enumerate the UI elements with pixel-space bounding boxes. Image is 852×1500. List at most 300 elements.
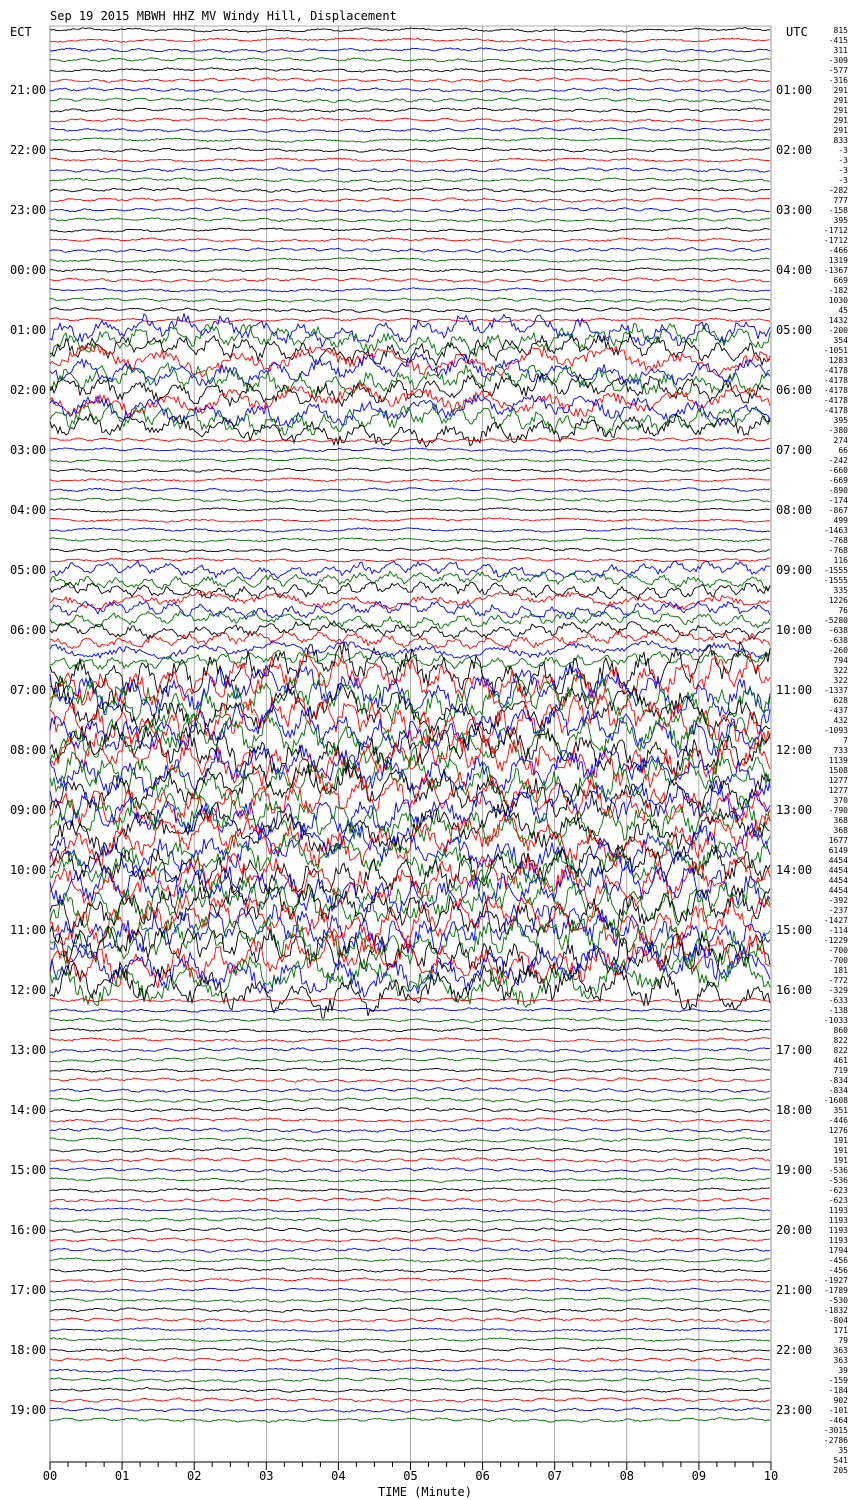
left-time-label: 10:00 <box>10 863 47 877</box>
trace-line <box>50 148 770 153</box>
trace-offset-label: -1051 <box>823 346 848 355</box>
x-axis-label: TIME (Minute) <box>378 1485 472 1499</box>
trace-line <box>50 1238 770 1243</box>
right-time-label: 17:00 <box>776 1043 813 1057</box>
trace-offset-label: 66 <box>838 446 848 455</box>
trace-line <box>50 1198 770 1202</box>
trace-line <box>50 752 770 803</box>
trace-offset-label: 1283 <box>828 356 848 365</box>
trace-offset-label: -101 <box>828 1406 848 1415</box>
trace-line <box>50 228 770 233</box>
trace-offset-label: -242 <box>828 456 848 465</box>
trace-line <box>50 548 770 552</box>
trace-offset-label: -200 <box>828 326 848 335</box>
trace-line <box>50 1358 770 1362</box>
left-time-label: 00:00 <box>10 263 47 277</box>
trace-offset-label: 1276 <box>828 1126 848 1135</box>
trace-offset-label: 1794 <box>828 1246 848 1255</box>
trace-line <box>50 1388 770 1393</box>
trace-offset-label: 1193 <box>828 1206 848 1215</box>
trace-offset-label: 733 <box>833 746 848 755</box>
trace-offset-label: 191 <box>833 1146 848 1155</box>
trace-offset-label: -804 <box>828 1316 848 1325</box>
trace-line <box>50 653 770 706</box>
trace-line <box>50 1308 770 1312</box>
trace-offset-label: 1139 <box>828 756 848 765</box>
trace-offset-label: -1229 <box>823 936 848 945</box>
trace-offset-label: -5280 <box>823 616 848 625</box>
trace-line <box>50 1028 770 1033</box>
right-time-label: 22:00 <box>776 1343 813 1357</box>
right-time-label: 08:00 <box>776 503 813 517</box>
trace-line <box>50 238 770 242</box>
trace-offset-label: -446 <box>828 1116 848 1125</box>
right-time-label: 09:00 <box>776 563 813 577</box>
trace-offset-label: 1277 <box>828 776 848 785</box>
trace-offset-label: 335 <box>833 586 848 595</box>
left-time-label: 22:00 <box>10 143 47 157</box>
trace-line <box>50 438 770 442</box>
right-time-label: 06:00 <box>776 383 813 397</box>
trace-offset-label: -623 <box>828 1196 848 1205</box>
trace-offset-label: -3 <box>838 146 848 155</box>
trace-offset-label: -536 <box>828 1176 848 1185</box>
trace-line <box>50 468 770 472</box>
trace-line <box>50 108 770 112</box>
trace-offset-label: 7 <box>843 736 848 745</box>
trace-line <box>50 1118 770 1122</box>
trace-offset-label: -329 <box>828 986 848 995</box>
right-time-label: 05:00 <box>776 323 813 337</box>
trace-line <box>50 498 770 503</box>
trace-line <box>50 571 770 589</box>
trace-line <box>50 1048 770 1053</box>
trace-line <box>50 1038 770 1043</box>
trace-offset-label: -834 <box>828 1086 848 1095</box>
x-tick-label: 07 <box>547 1469 562 1483</box>
trace-offset-label: 291 <box>833 96 848 105</box>
trace-offset-label: 35 <box>838 1446 848 1455</box>
trace-offset-label: 822 <box>833 1046 848 1055</box>
trace-offset-label: 39 <box>838 1366 848 1375</box>
trace-offset-label: -669 <box>828 476 848 485</box>
trace-offset-label: 322 <box>833 676 848 685</box>
trace-line <box>50 1088 770 1093</box>
trace-offset-label: -3 <box>838 166 848 175</box>
trace-line <box>50 318 770 323</box>
trace-line <box>50 1158 770 1163</box>
trace-offset-label: -1712 <box>823 226 848 235</box>
trace-offset-label: -790 <box>828 806 848 815</box>
right-time-label: 20:00 <box>776 1223 813 1237</box>
trace-line <box>50 1168 770 1173</box>
right-time-label: 15:00 <box>776 923 813 937</box>
trace-offset-label: -182 <box>828 286 848 295</box>
trace-line <box>50 508 770 512</box>
trace-offset-label: 363 <box>833 1356 848 1365</box>
trace-line <box>50 1288 770 1292</box>
trace-offset-label: 274 <box>833 436 848 445</box>
trace-offset-label: -1427 <box>823 916 848 925</box>
trace-offset-label: -577 <box>828 66 848 75</box>
trace-line <box>50 1408 770 1412</box>
trace-offset-label: 351 <box>833 1106 848 1115</box>
trace-offset-label: -4178 <box>823 386 848 395</box>
trace-line <box>50 1008 770 1012</box>
left-time-label: 01:00 <box>10 323 47 337</box>
trace-line <box>50 1258 770 1263</box>
trace-line <box>50 98 770 103</box>
left-time-label: 12:00 <box>10 983 47 997</box>
trace-offset-label: 291 <box>833 106 848 115</box>
trace-offset-label: 1277 <box>828 786 848 795</box>
left-time-label: 23:00 <box>10 203 47 217</box>
trace-offset-label: -1927 <box>823 1276 848 1285</box>
trace-offset-label: 1030 <box>828 296 848 305</box>
left-time-label: 08:00 <box>10 743 47 757</box>
trace-line <box>50 458 770 463</box>
right-time-label: 18:00 <box>776 1103 813 1117</box>
trace-offset-label: -174 <box>828 496 848 505</box>
trace-line <box>50 1418 770 1423</box>
x-tick-label: 08 <box>619 1469 635 1483</box>
left-time-label: 05:00 <box>10 563 47 577</box>
right-time-labels <box>776 83 812 1417</box>
trace-line <box>50 1298 770 1303</box>
trace-offset-label: 777 <box>833 196 848 205</box>
trace-offset-label: 815 <box>833 26 848 35</box>
right-time-label: 01:00 <box>776 83 813 97</box>
trace-offset-label: -464 <box>828 1416 848 1425</box>
trace-line <box>50 794 770 847</box>
trace-offset-label: -768 <box>828 546 848 555</box>
left-time-label: 19:00 <box>10 1403 47 1417</box>
right-time-label: 02:00 <box>776 143 813 157</box>
trace-line <box>50 1328 770 1332</box>
trace-offset-label: -623 <box>828 1186 848 1195</box>
trace-line <box>50 68 770 72</box>
trace-line <box>50 582 770 599</box>
trace-offset-label: 205 <box>833 1466 848 1475</box>
trace-offset-label: -437 <box>828 706 848 715</box>
trace-offset-label: -3 <box>838 176 848 185</box>
trace-offset-label: 116 <box>833 556 848 565</box>
trace-line <box>50 1068 770 1072</box>
trace-offset-label: -260 <box>828 646 848 655</box>
trace-offset-label: 4454 <box>828 876 848 885</box>
trace-offset-label: -834 <box>828 1076 848 1085</box>
trace-offset-label: 541 <box>833 1456 848 1465</box>
trace-offset-label: 719 <box>833 1066 848 1075</box>
trace-line <box>50 528 770 532</box>
trace-offset-label: 79 <box>838 1336 848 1345</box>
trace-line <box>50 1398 770 1403</box>
x-tick-label: 00 <box>42 1469 58 1483</box>
trace-line <box>50 905 770 958</box>
trace-line <box>50 218 770 222</box>
trace-line <box>50 48 770 52</box>
trace-offset-label: -1463 <box>823 526 848 535</box>
trace-offset-label: -237 <box>828 906 848 915</box>
trace-offset-label: 6149 <box>828 846 848 855</box>
trace-line <box>50 1078 770 1082</box>
trace-offset-label: 1193 <box>828 1226 848 1235</box>
trace-line <box>50 1148 770 1153</box>
trace-offset-label: -4178 <box>823 376 848 385</box>
trace-line <box>50 78 770 83</box>
trace-line <box>50 138 770 143</box>
trace-offset-label: 368 <box>833 816 848 825</box>
trace-line <box>50 308 770 313</box>
left-time-label: 11:00 <box>10 923 47 937</box>
trace-line <box>50 363 770 397</box>
trace-offset-label: -660 <box>828 466 848 475</box>
right-time-label: 16:00 <box>776 983 813 997</box>
x-tick-label: 03 <box>259 1469 274 1483</box>
trace-offset-label: -138 <box>828 1006 848 1015</box>
trace-line <box>50 630 770 648</box>
trace-line <box>50 1058 770 1063</box>
trace-offset-label: 191 <box>833 1136 848 1145</box>
trace-line <box>50 118 770 123</box>
trace-line <box>50 998 770 1003</box>
trace-line <box>50 128 770 132</box>
trace-line <box>50 1378 770 1382</box>
trace-line <box>50 168 770 173</box>
trace-offset-label: -309 <box>828 56 848 65</box>
trace-offset-label: 1193 <box>828 1236 848 1245</box>
trace-line <box>50 1248 770 1252</box>
trace-offset-label: 860 <box>833 1026 848 1035</box>
trace-offset-label: -700 <box>828 946 848 955</box>
trace-offset-label: -316 <box>828 76 848 85</box>
trace-offset-label: -4178 <box>823 406 848 415</box>
left-time-label: 15:00 <box>10 1163 47 1177</box>
left-time-label: 03:00 <box>10 443 47 457</box>
trace-offset-label: 363 <box>833 1346 848 1355</box>
trace-line <box>50 448 770 452</box>
trace-line <box>50 601 770 619</box>
trace-offset-label: -184 <box>828 1386 848 1395</box>
trace-offset-label: -1033 <box>823 1016 848 1025</box>
trace-offset-label: -1367 <box>823 266 848 275</box>
left-time-label: 21:00 <box>10 83 47 97</box>
right-time-label: 21:00 <box>776 1283 813 1297</box>
trace-line <box>50 404 770 437</box>
trace-line <box>50 558 770 563</box>
trace-offset-label: 902 <box>833 1396 848 1405</box>
trace-offset-label: 4454 <box>828 856 848 865</box>
trace-line <box>50 1128 770 1133</box>
seismic-traces <box>50 28 770 1423</box>
trace-offset-label: -1789 <box>823 1286 848 1295</box>
right-time-label: 19:00 <box>776 1163 813 1177</box>
trace-offset-label: 794 <box>833 656 848 665</box>
trace-offset-label: -1608 <box>823 1096 848 1105</box>
trace-offset-label: -114 <box>828 926 848 935</box>
trace-line <box>50 1218 770 1222</box>
trace-offset-label: 191 <box>833 1156 848 1165</box>
trace-offset-label: 4454 <box>828 866 848 875</box>
trace-line <box>50 188 770 193</box>
trace-offset-label: -1093 <box>823 726 848 735</box>
trace-offset-label: -633 <box>828 996 848 1005</box>
x-tick-label: 09 <box>691 1469 707 1483</box>
trace-offset-label: -1337 <box>823 686 848 695</box>
trace-offset-label: -1712 <box>823 236 848 245</box>
trace-offset-label: 1432 <box>828 316 848 325</box>
trace-offset-label: -638 <box>828 636 848 645</box>
trace-offset-label: 628 <box>833 696 848 705</box>
trace-line <box>50 288 770 293</box>
trace-line <box>50 1228 770 1233</box>
left-time-label: 04:00 <box>10 503 47 517</box>
trace-offset-label: 311 <box>833 46 848 55</box>
trace-offset-label: -282 <box>828 186 848 195</box>
trace-offset-label: 291 <box>833 126 848 135</box>
trace-offset-label: -158 <box>828 206 848 215</box>
trace-offset-label: 354 <box>833 336 848 345</box>
trace-line <box>50 1278 770 1283</box>
trace-line <box>50 178 770 183</box>
left-time-label: 14:00 <box>10 1103 47 1117</box>
left-time-label: 02:00 <box>10 383 47 397</box>
trace-offset-label: -1555 <box>823 566 848 575</box>
trace-offset-label: 76 <box>838 606 848 615</box>
x-tick-label: 04 <box>331 1469 346 1483</box>
right-time-label: 11:00 <box>776 683 813 697</box>
trace-offset-label: -768 <box>828 536 848 545</box>
trace-line <box>50 1208 770 1212</box>
right-time-label: 07:00 <box>776 443 813 457</box>
trace-line <box>50 1178 770 1183</box>
trace-offset-label: -380 <box>828 426 848 435</box>
left-time-label: 07:00 <box>10 683 47 697</box>
trace-line <box>50 1338 770 1343</box>
trace-line <box>50 1318 770 1323</box>
trace-offset-label: -4178 <box>823 396 848 405</box>
trace-offset-label: 322 <box>833 666 848 675</box>
grid-lines <box>50 26 771 1462</box>
trace-offset-label: -2786 <box>823 1436 848 1445</box>
trace-offset-label: -1555 <box>823 576 848 585</box>
trace-line <box>50 1108 770 1113</box>
left-time-label: 18:00 <box>10 1343 47 1357</box>
trace-offset-label: 1193 <box>828 1216 848 1225</box>
trace-offset-label: 395 <box>833 416 848 425</box>
trace-line <box>50 561 770 579</box>
trace-offset-label: -3015 <box>823 1426 848 1435</box>
x-tick-label: 05 <box>403 1469 418 1483</box>
trace-offset-label: 1677 <box>828 836 848 845</box>
right-time-label: 04:00 <box>776 263 813 277</box>
trace-line <box>50 198 770 202</box>
trace-line <box>50 88 770 92</box>
right-time-label: 13:00 <box>776 803 813 817</box>
trace-offset-label: 461 <box>833 1056 848 1065</box>
left-time-label: 09:00 <box>10 803 47 817</box>
trace-line <box>50 1188 770 1192</box>
trace-offset-label: 368 <box>833 826 848 835</box>
trace-line <box>50 1098 770 1103</box>
x-tick-label: 02 <box>186 1469 202 1483</box>
trace-line <box>50 268 770 273</box>
left-time-labels <box>10 83 46 1417</box>
trace-offset-label: 45 <box>838 306 848 315</box>
right-time-label: 14:00 <box>776 863 813 877</box>
left-axis-label: ECT <box>10 25 32 39</box>
trace-line <box>50 1138 770 1143</box>
trace-offset-label: 370 <box>833 796 848 805</box>
trace-offset-label: 669 <box>833 276 848 285</box>
trace-offset-label: 395 <box>833 216 848 225</box>
trace-line <box>50 414 770 447</box>
trace-offset-label: -466 <box>828 246 848 255</box>
x-tick-label: 01 <box>114 1469 130 1483</box>
trace-offset-label: 4454 <box>828 886 848 895</box>
trace-offset-label: -1832 <box>823 1306 848 1315</box>
trace-offset-label: -4178 <box>823 366 848 375</box>
trace-offset-label: -392 <box>828 896 848 905</box>
trace-offset-label: 432 <box>833 716 848 725</box>
trace-offset-label: -456 <box>828 1256 848 1265</box>
trace-line <box>50 518 770 522</box>
trace-line <box>50 278 770 282</box>
trace-line <box>50 208 770 213</box>
x-axis <box>43 1462 778 1483</box>
right-time-label: 23:00 <box>776 1403 813 1417</box>
trace-line <box>50 28 770 33</box>
trace-offset-label: -638 <box>828 626 848 635</box>
trace-offset-label: -159 <box>828 1376 848 1385</box>
right-time-label: 10:00 <box>776 623 813 637</box>
trace-line <box>50 258 770 263</box>
trace-line <box>50 248 770 253</box>
right-time-label: 12:00 <box>776 743 813 757</box>
trace-offset-label: -3 <box>838 156 848 165</box>
trace-offset-label: 833 <box>833 136 848 145</box>
trace-line <box>50 1348 770 1352</box>
trace-offset-label: 1226 <box>828 596 848 605</box>
trace-line <box>50 621 770 640</box>
x-tick-label: 10 <box>763 1469 779 1483</box>
right-axis-label: UTC <box>786 25 808 39</box>
trace-line <box>50 1268 770 1272</box>
trace-line <box>50 1368 770 1372</box>
trace-line <box>50 298 770 303</box>
x-tick-label: 06 <box>475 1469 490 1483</box>
trace-offset-label: 171 <box>833 1326 848 1335</box>
trace-offset-label: 1319 <box>828 256 848 265</box>
trace-offset-label: 291 <box>833 116 848 125</box>
left-time-label: 17:00 <box>10 1283 47 1297</box>
trace-offset-label: 822 <box>833 1036 848 1045</box>
trace-line <box>50 538 770 543</box>
trace-offset-label: 1508 <box>828 766 848 775</box>
trace-offset-label: -530 <box>828 1296 848 1305</box>
trace-offset-label: 499 <box>833 516 848 525</box>
trace-offset-label: -700 <box>828 956 848 965</box>
trace-offset-label: -867 <box>828 506 848 515</box>
trace-line <box>50 1018 770 1023</box>
trace-line <box>50 488 770 492</box>
right-time-label: 03:00 <box>776 203 813 217</box>
trace-line <box>50 158 770 162</box>
trace-line <box>50 38 770 43</box>
left-time-label: 06:00 <box>10 623 47 637</box>
trace-line <box>50 58 770 63</box>
chart-title: Sep 19 2015 MBWH HHZ MV Windy Hill, Displacement <box>50 9 397 23</box>
